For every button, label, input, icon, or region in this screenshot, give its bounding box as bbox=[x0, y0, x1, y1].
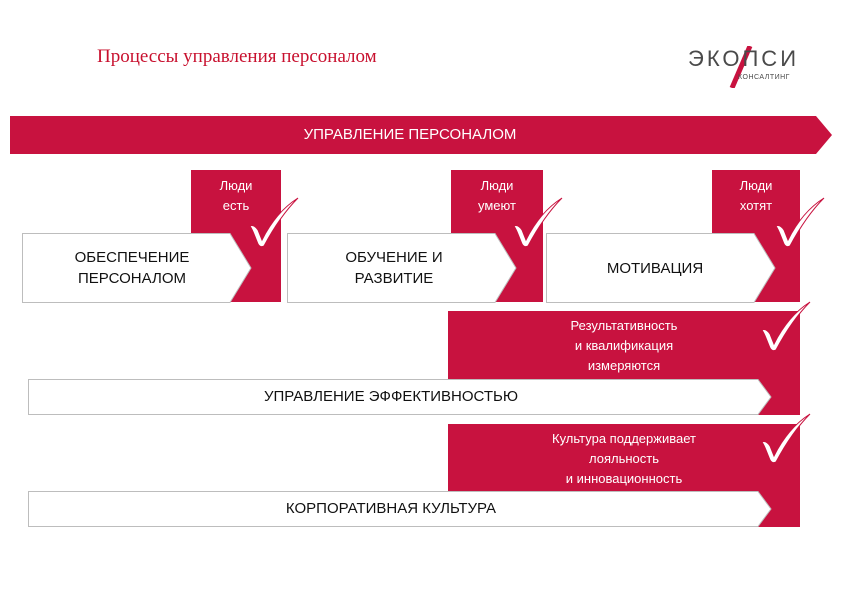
checkmark-icon bbox=[508, 196, 564, 252]
column-box-3-label bbox=[546, 258, 764, 279]
checkmark-icon bbox=[770, 196, 826, 252]
column-box-3-line1: МОТИВАЦИЯ bbox=[606, 260, 704, 277]
column-tag-3-line2: хотят bbox=[739, 198, 773, 213]
company-logo bbox=[688, 46, 828, 88]
checkmark-icon bbox=[756, 300, 812, 356]
row-tag-2-line3: и инновационность bbox=[565, 471, 683, 486]
row-tag-1-text bbox=[448, 316, 800, 376]
page-title: Процессы управления персоналом bbox=[97, 46, 377, 67]
checkmark-icon bbox=[756, 412, 812, 468]
row-tag-1-line3: измеряются bbox=[587, 358, 661, 373]
column-tag-1-line2: есть bbox=[222, 198, 250, 213]
column-box-2-line2: РАЗВИТИЕ bbox=[354, 270, 434, 287]
row-tag-2-text bbox=[448, 429, 800, 489]
column-box-1-line2: ПЕРСОНАЛОМ bbox=[78, 270, 186, 287]
column-box-2-label bbox=[287, 247, 501, 289]
row-box-1-label: УПРАВЛЕНИЕ ЭФФЕКТИВНОСТЬЮ bbox=[263, 388, 519, 405]
column-box-1-line1: ОБЕСПЕЧЕНИЕ bbox=[74, 249, 190, 266]
column-box-1-label bbox=[22, 247, 242, 289]
column-tag-2-line2: умеют bbox=[478, 198, 516, 213]
row-tag-2-line2: лояльность bbox=[589, 451, 659, 466]
column-box-2-line1: ОБУЧЕНИЕ И bbox=[345, 249, 443, 266]
logo-subtitle: КОНСАЛТИНГ bbox=[738, 74, 790, 81]
column-tag-1-line1: Люди bbox=[219, 178, 253, 193]
row-box-2-label: КОРПОРАТИВНАЯ КУЛЬТУРА bbox=[285, 500, 497, 517]
checkmark-icon bbox=[244, 196, 300, 252]
column-tag-2-line1: Люди bbox=[480, 178, 514, 193]
logo-wordmark: ЭКОПСИ bbox=[688, 46, 800, 71]
column-tag-3-line1: Люди bbox=[739, 178, 773, 193]
row-tag-2-line1: Культура поддерживает bbox=[552, 431, 696, 446]
row-tag-1-line1: Результативность bbox=[570, 318, 678, 333]
row-tag-1-line2: и квалификация bbox=[574, 338, 674, 353]
banner-label: УПРАВЛЕНИЕ ПЕРСОНАЛОМ bbox=[303, 126, 517, 143]
